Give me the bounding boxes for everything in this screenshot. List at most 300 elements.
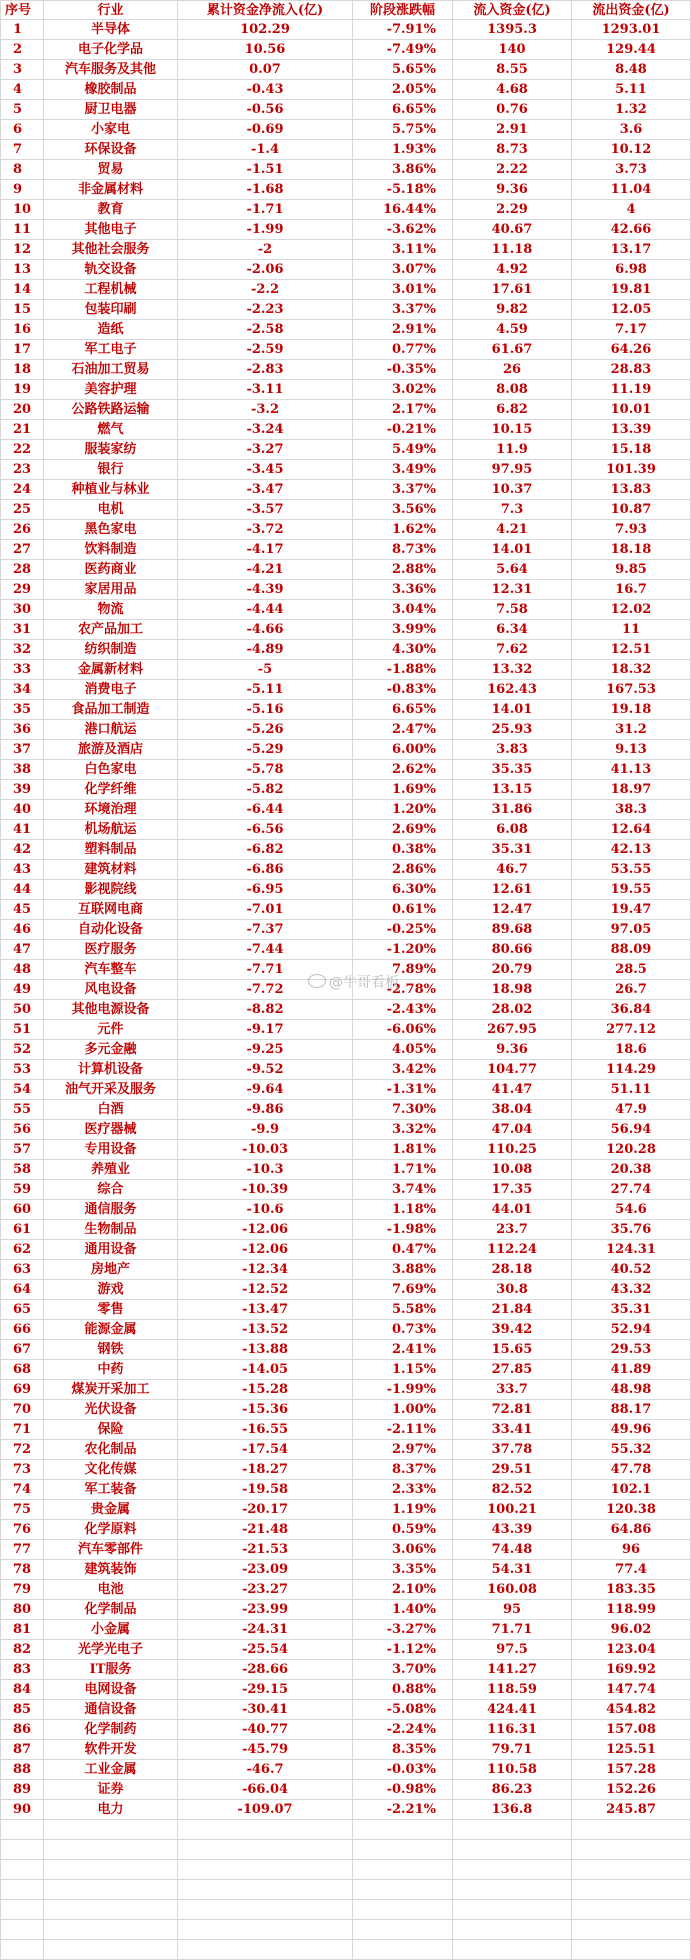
industry-name-cell: 综合 (44, 1180, 178, 1200)
table-row (0, 60, 691, 80)
change-percent-cell: 0.38% (353, 840, 453, 860)
row-index-cell: 78 (0, 1560, 44, 1580)
industry-name-cell: 环境治理 (44, 800, 178, 820)
table-row (0, 1360, 691, 1380)
inflow-cell: 7.62 (453, 640, 572, 660)
outflow-cell: 245.87 (572, 1800, 691, 1820)
industry-name-cell: 军工电子 (44, 340, 178, 360)
outflow-cell: 10.01 (572, 400, 691, 420)
net-inflow-cell: -2.83 (178, 360, 353, 380)
inflow-cell: 3.83 (453, 740, 572, 760)
empty-row (0, 1820, 691, 1840)
change-percent-cell: 4.30% (353, 640, 453, 660)
inflow-cell: 79.71 (453, 1740, 572, 1760)
industry-name-cell: 橡胶制品 (44, 80, 178, 100)
industry-name-cell: 物流 (44, 600, 178, 620)
inflow-cell: 10.15 (453, 420, 572, 440)
empty-cell (353, 1860, 453, 1880)
industry-name-cell: 美容护理 (44, 380, 178, 400)
table-row (0, 1760, 691, 1780)
inflow-cell: 104.77 (453, 1060, 572, 1080)
table-row (0, 540, 691, 560)
net-inflow-cell: -5.82 (178, 780, 353, 800)
industry-name-cell: 金属新材料 (44, 660, 178, 680)
inflow-cell: 10.08 (453, 1160, 572, 1180)
inflow-cell: 6.08 (453, 820, 572, 840)
inflow-cell: 12.47 (453, 900, 572, 920)
row-index-cell: 23 (0, 460, 44, 480)
row-index-cell: 1 (0, 20, 44, 40)
row-index-cell: 81 (0, 1620, 44, 1640)
empty-cell (44, 1880, 178, 1900)
industry-name-cell: 养殖业 (44, 1160, 178, 1180)
empty-row (0, 1940, 691, 1960)
outflow-cell: 167.53 (572, 680, 691, 700)
header-net-inflow: 累计资金净流入(亿) (178, 0, 353, 20)
empty-cell (178, 1880, 353, 1900)
inflow-cell: 140 (453, 40, 572, 60)
row-index-cell: 11 (0, 220, 44, 240)
industry-name-cell: 软件开发 (44, 1740, 178, 1760)
inflow-cell: 18.98 (453, 980, 572, 1000)
change-percent-cell: 1.15% (353, 1360, 453, 1380)
inflow-cell: 9.82 (453, 300, 572, 320)
outflow-cell: 35.31 (572, 1300, 691, 1320)
change-percent-cell: -0.03% (353, 1760, 453, 1780)
outflow-cell: 41.89 (572, 1360, 691, 1380)
net-inflow-cell: -66.04 (178, 1780, 353, 1800)
outflow-cell: 53.55 (572, 860, 691, 880)
change-percent-cell: 2.17% (353, 400, 453, 420)
row-index-cell: 43 (0, 860, 44, 880)
change-percent-cell: -0.35% (353, 360, 453, 380)
empty-cell (44, 1820, 178, 1840)
table-row (0, 180, 691, 200)
table-row (0, 940, 691, 960)
net-inflow-cell: -1.4 (178, 140, 353, 160)
row-index-cell: 67 (0, 1340, 44, 1360)
inflow-cell: 30.8 (453, 1280, 572, 1300)
table-row (0, 360, 691, 380)
industry-name-cell: 贸易 (44, 160, 178, 180)
inflow-cell: 28.18 (453, 1260, 572, 1280)
outflow-cell: 152.26 (572, 1780, 691, 1800)
empty-cell (353, 1920, 453, 1940)
row-index-cell: 8 (0, 160, 44, 180)
net-inflow-cell: -2.23 (178, 300, 353, 320)
inflow-cell: 12.31 (453, 580, 572, 600)
net-inflow-cell: -13.52 (178, 1320, 353, 1340)
industry-name-cell: 农化制品 (44, 1440, 178, 1460)
change-percent-cell: 3.49% (353, 460, 453, 480)
table-row (0, 400, 691, 420)
row-index-cell: 89 (0, 1780, 44, 1800)
table-row (0, 1240, 691, 1260)
outflow-cell: 28.5 (572, 960, 691, 980)
net-inflow-cell: -10.03 (178, 1140, 353, 1160)
row-index-cell: 31 (0, 620, 44, 640)
industry-name-cell: 化学纤维 (44, 780, 178, 800)
industry-name-cell: 风电设备 (44, 980, 178, 1000)
inflow-cell: 71.71 (453, 1620, 572, 1640)
net-inflow-cell: -16.55 (178, 1420, 353, 1440)
outflow-cell: 12.51 (572, 640, 691, 660)
inflow-cell: 4.21 (453, 520, 572, 540)
industry-name-cell: 房地产 (44, 1260, 178, 1280)
empty-cell (453, 1840, 572, 1860)
row-index-cell: 19 (0, 380, 44, 400)
table-row (0, 1120, 691, 1140)
row-index-cell: 42 (0, 840, 44, 860)
inflow-cell: 12.61 (453, 880, 572, 900)
outflow-cell: 19.18 (572, 700, 691, 720)
industry-name-cell: 元件 (44, 1020, 178, 1040)
net-inflow-cell: 0.07 (178, 60, 353, 80)
outflow-cell: 120.38 (572, 1500, 691, 1520)
table-row (0, 40, 691, 60)
outflow-cell: 29.53 (572, 1340, 691, 1360)
row-index-cell: 54 (0, 1080, 44, 1100)
row-index-cell: 38 (0, 760, 44, 780)
change-percent-cell: -1.99% (353, 1380, 453, 1400)
outflow-cell: 88.17 (572, 1400, 691, 1420)
net-inflow-cell: -4.66 (178, 620, 353, 640)
change-percent-cell: 5.58% (353, 1300, 453, 1320)
change-percent-cell: 8.73% (353, 540, 453, 560)
table-row (0, 800, 691, 820)
inflow-cell: 17.61 (453, 280, 572, 300)
inflow-cell: 118.59 (453, 1680, 572, 1700)
net-inflow-cell: -10.39 (178, 1180, 353, 1200)
industry-name-cell: 旅游及酒店 (44, 740, 178, 760)
row-index-cell: 46 (0, 920, 44, 940)
inflow-cell: 21.84 (453, 1300, 572, 1320)
net-inflow-cell: -45.79 (178, 1740, 353, 1760)
industry-name-cell: 多元金融 (44, 1040, 178, 1060)
outflow-cell: 31.2 (572, 720, 691, 740)
outflow-cell: 9.85 (572, 560, 691, 580)
table-row (0, 240, 691, 260)
outflow-cell: 56.94 (572, 1120, 691, 1140)
table-row (0, 120, 691, 140)
inflow-cell: 8.55 (453, 60, 572, 80)
row-index-cell: 62 (0, 1240, 44, 1260)
industry-name-cell: 港口航运 (44, 720, 178, 740)
row-index-cell: 3 (0, 60, 44, 80)
table-row (0, 1340, 691, 1360)
empty-cell (178, 1940, 353, 1960)
industry-name-cell: 轨交设备 (44, 260, 178, 280)
change-percent-cell: 16.44% (353, 200, 453, 220)
inflow-cell: 74.48 (453, 1540, 572, 1560)
inflow-cell: 61.67 (453, 340, 572, 360)
industry-name-cell: 光伏设备 (44, 1400, 178, 1420)
net-inflow-cell: -1.99 (178, 220, 353, 240)
net-inflow-cell: -9.9 (178, 1120, 353, 1140)
outflow-cell: 64.26 (572, 340, 691, 360)
inflow-cell: 424.41 (453, 1700, 572, 1720)
outflow-cell: 3.73 (572, 160, 691, 180)
net-inflow-cell: -3.27 (178, 440, 353, 460)
table-row (0, 1380, 691, 1400)
change-percent-cell: 2.88% (353, 560, 453, 580)
change-percent-cell: 3.04% (353, 600, 453, 620)
row-index-cell: 49 (0, 980, 44, 1000)
row-index-cell: 29 (0, 580, 44, 600)
outflow-cell: 64.86 (572, 1520, 691, 1540)
net-inflow-cell: -6.44 (178, 800, 353, 820)
change-percent-cell: 6.30% (353, 880, 453, 900)
industry-name-cell: 造纸 (44, 320, 178, 340)
net-inflow-cell: -6.86 (178, 860, 353, 880)
table-row (0, 560, 691, 580)
industry-name-cell: 医药商业 (44, 560, 178, 580)
change-percent-cell: 3.86% (353, 160, 453, 180)
change-percent-cell: 1.62% (353, 520, 453, 540)
industry-name-cell: 影视院线 (44, 880, 178, 900)
empty-cell (453, 1920, 572, 1940)
industry-name-cell: 文化传媒 (44, 1460, 178, 1480)
industry-name-cell: 煤炭开采加工 (44, 1380, 178, 1400)
inflow-cell: 112.24 (453, 1240, 572, 1260)
inflow-cell: 86.23 (453, 1780, 572, 1800)
industry-name-cell: 农产品加工 (44, 620, 178, 640)
inflow-cell: 141.27 (453, 1660, 572, 1680)
row-index-cell: 36 (0, 720, 44, 740)
change-percent-cell: -2.24% (353, 1720, 453, 1740)
change-percent-cell: 7.30% (353, 1100, 453, 1120)
outflow-cell: 15.18 (572, 440, 691, 460)
change-percent-cell: 2.62% (353, 760, 453, 780)
inflow-cell: 136.8 (453, 1800, 572, 1820)
row-index-cell: 68 (0, 1360, 44, 1380)
net-inflow-cell: -46.7 (178, 1760, 353, 1780)
empty-cell (0, 1900, 44, 1920)
industry-name-cell: 其他电子 (44, 220, 178, 240)
net-inflow-cell: -5 (178, 660, 353, 680)
industry-name-cell: 消费电子 (44, 680, 178, 700)
industry-name-cell: 石油加工贸易 (44, 360, 178, 380)
table-row (0, 420, 691, 440)
change-percent-cell: 5.75% (353, 120, 453, 140)
net-inflow-cell: -28.66 (178, 1660, 353, 1680)
industry-name-cell: 光学光电子 (44, 1640, 178, 1660)
table-row (0, 1300, 691, 1320)
change-percent-cell: 1.19% (353, 1500, 453, 1520)
outflow-cell: 55.32 (572, 1440, 691, 1460)
table-row (0, 380, 691, 400)
table-row (0, 460, 691, 480)
header-change: 阶段涨跌幅 (353, 0, 453, 20)
industry-name-cell: 其他电源设备 (44, 1000, 178, 1020)
net-inflow-cell: -5.26 (178, 720, 353, 740)
net-inflow-cell: -15.28 (178, 1380, 353, 1400)
row-index-cell: 24 (0, 480, 44, 500)
change-percent-cell: 3.07% (353, 260, 453, 280)
outflow-cell: 26.7 (572, 980, 691, 1000)
outflow-cell: 49.96 (572, 1420, 691, 1440)
change-percent-cell: -0.25% (353, 920, 453, 940)
row-index-cell: 59 (0, 1180, 44, 1200)
change-percent-cell: 3.35% (353, 1560, 453, 1580)
outflow-cell: 10.87 (572, 500, 691, 520)
row-index-cell: 80 (0, 1600, 44, 1620)
empty-cell (453, 1880, 572, 1900)
table-row (0, 1080, 691, 1100)
industry-name-cell: 游戏 (44, 1280, 178, 1300)
industry-name-cell: 专用设备 (44, 1140, 178, 1160)
table-row (0, 1620, 691, 1640)
inflow-cell: 43.39 (453, 1520, 572, 1540)
change-percent-cell: -2.78% (353, 980, 453, 1000)
change-percent-cell: 3.02% (353, 380, 453, 400)
industry-name-cell: 保险 (44, 1420, 178, 1440)
table-row (0, 1540, 691, 1560)
change-percent-cell: 1.93% (353, 140, 453, 160)
inflow-cell: 8.08 (453, 380, 572, 400)
net-inflow-cell: -7.72 (178, 980, 353, 1000)
change-percent-cell: 3.99% (353, 620, 453, 640)
empty-cell (178, 1900, 353, 1920)
net-inflow-cell: -8.82 (178, 1000, 353, 1020)
empty-cell (0, 1860, 44, 1880)
net-inflow-cell: -109.07 (178, 1800, 353, 1820)
outflow-cell: 40.52 (572, 1260, 691, 1280)
inflow-cell: 8.73 (453, 140, 572, 160)
outflow-cell: 6.98 (572, 260, 691, 280)
inflow-cell: 116.31 (453, 1720, 572, 1740)
inflow-cell: 4.59 (453, 320, 572, 340)
net-inflow-cell: -3.11 (178, 380, 353, 400)
net-inflow-cell: -12.34 (178, 1260, 353, 1280)
outflow-cell: 27.74 (572, 1180, 691, 1200)
table-row (0, 1460, 691, 1480)
industry-name-cell: 厨卫电器 (44, 100, 178, 120)
table-row (0, 820, 691, 840)
net-inflow-cell: -2.58 (178, 320, 353, 340)
outflow-cell: 1.32 (572, 100, 691, 120)
empty-cell (572, 1820, 691, 1840)
net-inflow-cell: -7.01 (178, 900, 353, 920)
outflow-cell: 18.6 (572, 1040, 691, 1060)
outflow-cell: 96.02 (572, 1620, 691, 1640)
table-row (0, 1600, 691, 1620)
table-row (0, 520, 691, 540)
inflow-cell: 38.04 (453, 1100, 572, 1120)
empty-row (0, 1840, 691, 1860)
outflow-cell: 48.98 (572, 1380, 691, 1400)
table-row (0, 880, 691, 900)
row-index-cell: 20 (0, 400, 44, 420)
inflow-cell: 33.7 (453, 1380, 572, 1400)
net-inflow-cell: -18.27 (178, 1460, 353, 1480)
header-outflow: 流出资金(亿) (572, 0, 691, 20)
table-row (0, 1180, 691, 1200)
net-inflow-cell: -10.3 (178, 1160, 353, 1180)
change-percent-cell: 0.88% (353, 1680, 453, 1700)
table-row (0, 920, 691, 940)
change-percent-cell: -5.18% (353, 180, 453, 200)
outflow-cell: 169.92 (572, 1660, 691, 1680)
outflow-cell: 12.64 (572, 820, 691, 840)
row-index-cell: 18 (0, 360, 44, 380)
change-percent-cell: 0.59% (353, 1520, 453, 1540)
outflow-cell: 5.11 (572, 80, 691, 100)
row-index-cell: 90 (0, 1800, 44, 1820)
change-percent-cell: 3.37% (353, 480, 453, 500)
change-percent-cell: 3.42% (353, 1060, 453, 1080)
net-inflow-cell: -3.72 (178, 520, 353, 540)
change-percent-cell: -1.88% (353, 660, 453, 680)
change-percent-cell: 1.20% (353, 800, 453, 820)
net-inflow-cell: -2 (178, 240, 353, 260)
industry-name-cell: 工程机械 (44, 280, 178, 300)
industry-name-cell: 医疗服务 (44, 940, 178, 960)
industry-name-cell: 互联网电商 (44, 900, 178, 920)
empty-cell (0, 1940, 44, 1960)
industry-name-cell: 银行 (44, 460, 178, 480)
net-inflow-cell: -12.52 (178, 1280, 353, 1300)
inflow-cell: 17.35 (453, 1180, 572, 1200)
row-index-cell: 77 (0, 1540, 44, 1560)
net-inflow-cell: -21.53 (178, 1540, 353, 1560)
table-row (0, 1000, 691, 1020)
industry-name-cell: 包装印刷 (44, 300, 178, 320)
row-index-cell: 34 (0, 680, 44, 700)
empty-cell (353, 1900, 453, 1920)
outflow-cell: 77.4 (572, 1560, 691, 1580)
outflow-cell: 18.32 (572, 660, 691, 680)
table-row (0, 980, 691, 1000)
net-inflow-cell: -21.48 (178, 1520, 353, 1540)
industry-name-cell: 电力 (44, 1800, 178, 1820)
outflow-cell: 9.13 (572, 740, 691, 760)
outflow-cell: 129.44 (572, 40, 691, 60)
industry-name-cell: 种植业与林业 (44, 480, 178, 500)
change-percent-cell: 2.05% (353, 80, 453, 100)
net-inflow-cell: -23.27 (178, 1580, 353, 1600)
inflow-cell: 2.91 (453, 120, 572, 140)
outflow-cell: 41.13 (572, 760, 691, 780)
net-inflow-cell: -4.39 (178, 580, 353, 600)
table-row (0, 780, 691, 800)
empty-cell (0, 1880, 44, 1900)
row-index-cell: 63 (0, 1260, 44, 1280)
row-index-cell: 71 (0, 1420, 44, 1440)
net-inflow-cell: -6.56 (178, 820, 353, 840)
table-row (0, 1740, 691, 1760)
inflow-cell: 35.35 (453, 760, 572, 780)
change-percent-cell: -2.43% (353, 1000, 453, 1020)
table-row (0, 860, 691, 880)
table-row (0, 1420, 691, 1440)
inflow-cell: 110.25 (453, 1140, 572, 1160)
row-index-cell: 50 (0, 1000, 44, 1020)
industry-name-cell: 汽车整车 (44, 960, 178, 980)
row-index-cell: 75 (0, 1500, 44, 1520)
industry-name-cell: 电网设备 (44, 1680, 178, 1700)
industry-name-cell: 油气开采及服务 (44, 1080, 178, 1100)
inflow-cell: 97.5 (453, 1640, 572, 1660)
row-index-cell: 69 (0, 1380, 44, 1400)
industry-name-cell: 化学制品 (44, 1600, 178, 1620)
change-percent-cell: 5.49% (353, 440, 453, 460)
inflow-cell: 267.95 (453, 1020, 572, 1040)
row-index-cell: 51 (0, 1020, 44, 1040)
row-index-cell: 87 (0, 1740, 44, 1760)
empty-row (0, 1920, 691, 1940)
header-industry: 行业 (44, 0, 178, 20)
